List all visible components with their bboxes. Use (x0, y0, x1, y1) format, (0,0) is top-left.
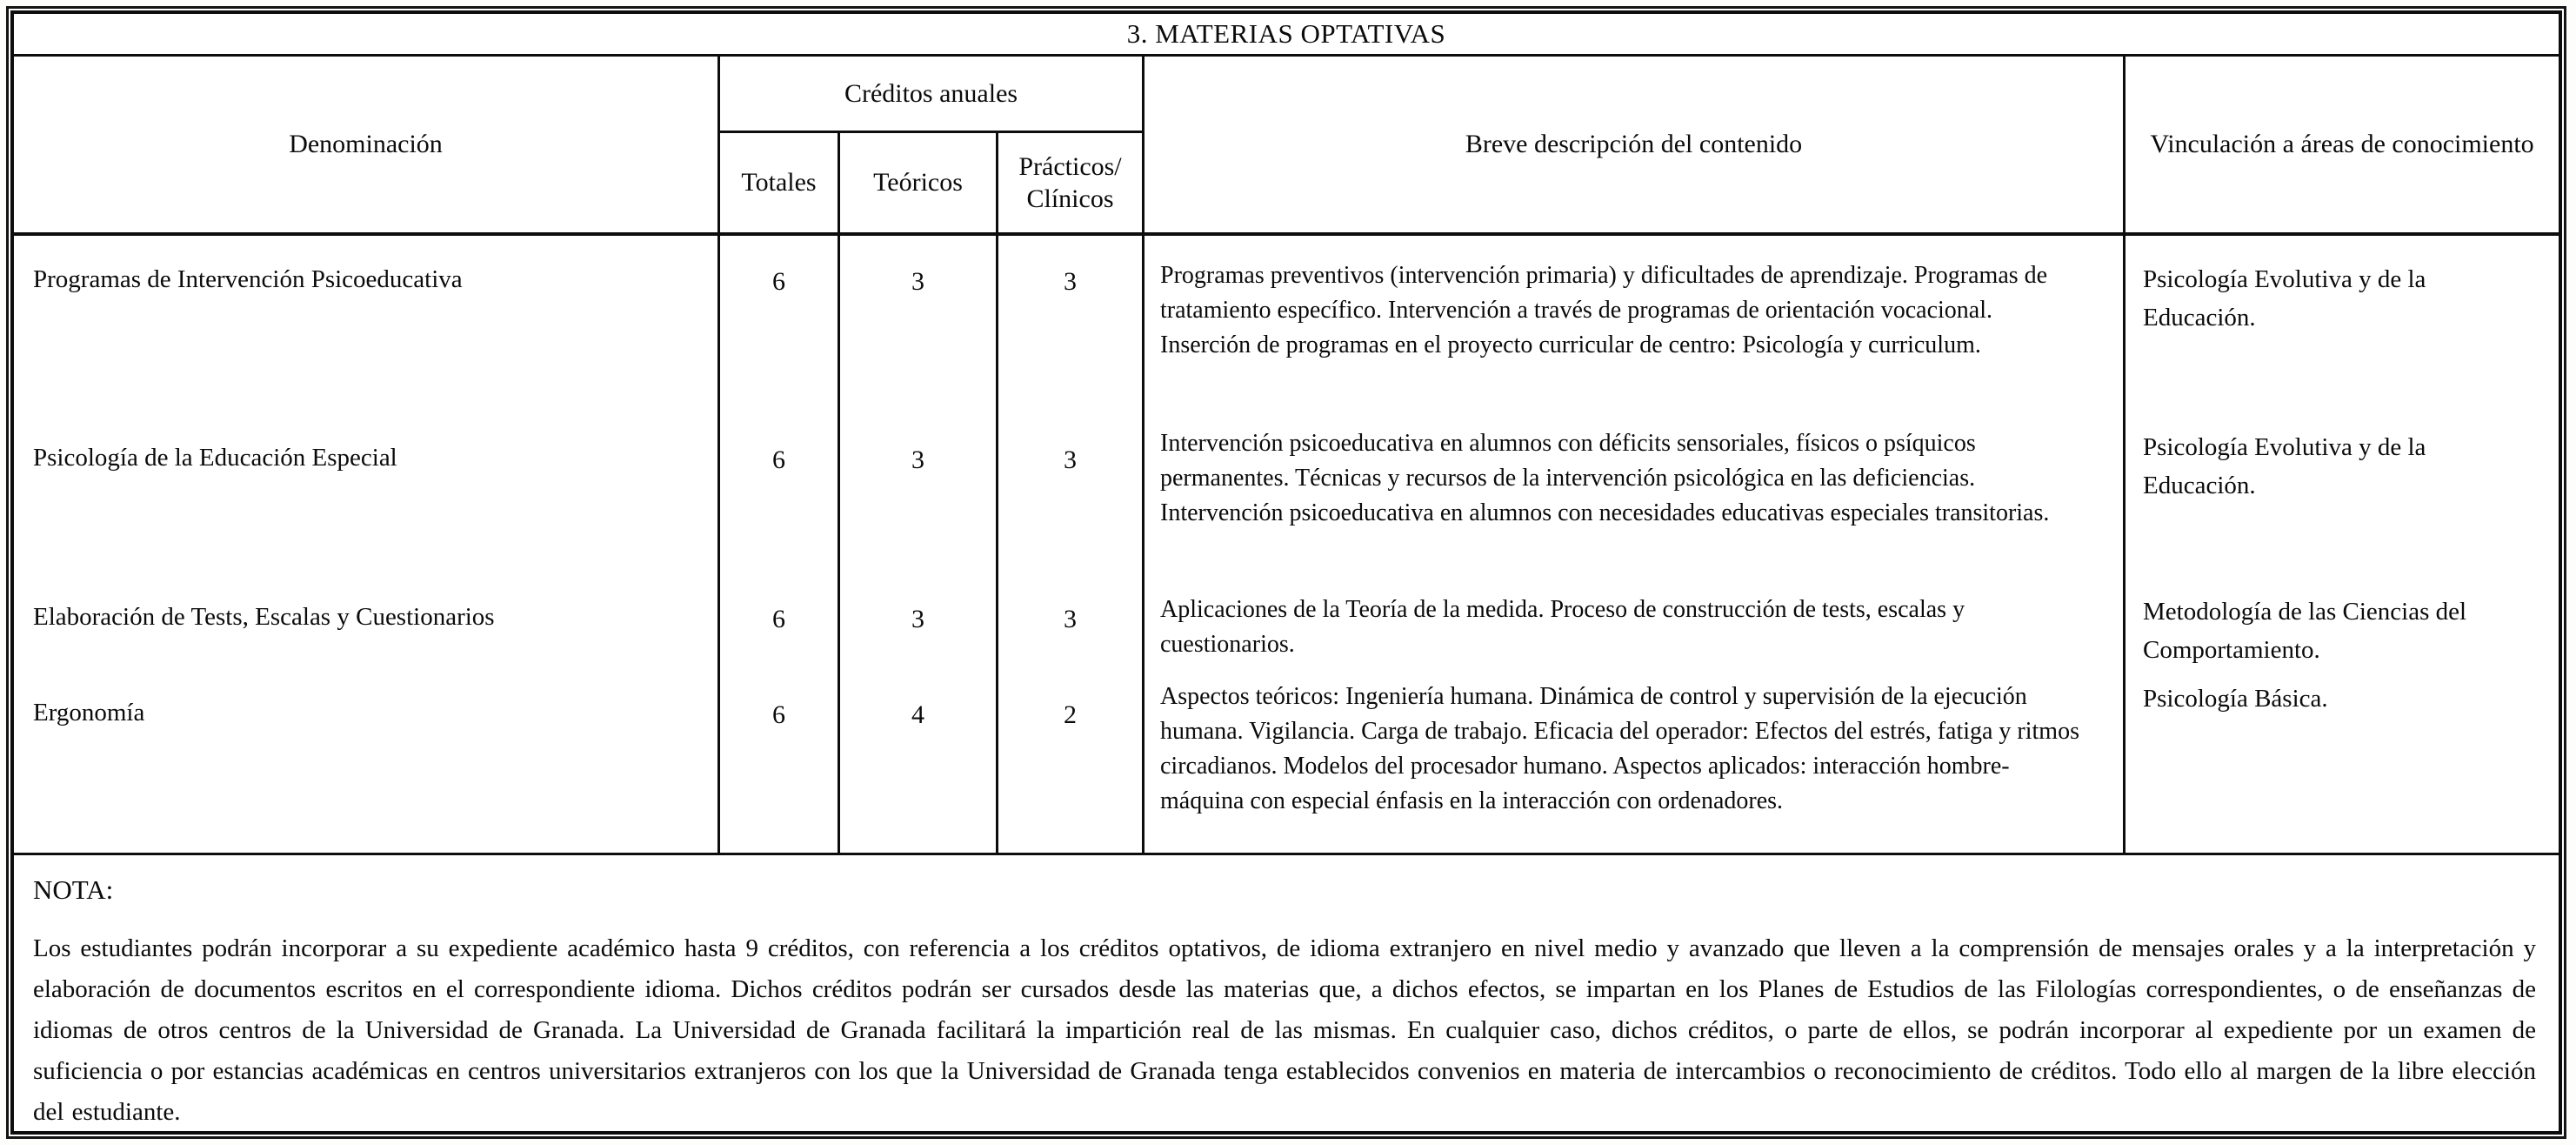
header-descripcion: Breve descripción del contenido (1145, 57, 2126, 232)
column-totales (720, 236, 840, 853)
nota-label: NOTA: (33, 874, 114, 905)
header-teoricos: Teóricos (840, 133, 998, 232)
column-teoricos (840, 236, 998, 853)
scanned-document-page (10, 10, 2562, 1135)
row-4-vinculacion: Psicología Básica. (2143, 685, 2328, 713)
row-1-vinculacion: Psicología Evolutiva y de la Educación. (2143, 265, 2426, 331)
row-3-teoricos: 3 (911, 605, 924, 633)
row-3-descripcion: Aplicaciones de la Teoría de la medida. Proceso de construcción de tests, escalas y cuestionarios. (1160, 596, 1965, 658)
row-2-teoricos: 3 (911, 445, 924, 474)
nota-text: Los estudiantes podrán incorporar a su expediente académico hasta 9 créditos, con referencia a los créditos optativos, de idioma extranjero en nivel medio y avanzado que lleven a la comprensión de mensajes orales y a la interpretación y elaboración de documentos escritos en el correspondiente idioma. Dichos créditos podrán ser cursados desde las materias que, a dichos efectos, se impartan en los Planes de Estudios de las Filologías correspondientes, o de enseñanzas de idiomas de otros centros de la Universidad de Granada. La Universidad de Granada facilitará la impartición real de las mismas. En cualquier caso, dichos créditos, o parte de ellos, se podrán incorporar al expediente por un examen de suficiencia o por estancias académicas en centros universitarios extranjeros con los que la Universidad de Granada tenga establecidos convenios en materia de intercambios o reconocimiento de créditos. Todo ello al margen de la libre elección del estudiante. (33, 934, 2536, 1126)
row-1-descripcion: Programas preventivos (intervención primaria) y dificultades de aprendizaje. Programas de tratamiento específico. Intervención a través de programas de orientación vocacional. Inserción de programas en el proyecto curricular de centro: Psicología y curriculum. (1160, 262, 2048, 358)
row-1-practicos: 3 (1064, 267, 1077, 296)
row-2-descripcion: Intervención psicoeducativa en alumnos con déficits sensoriales, físicos o psíquicos permanentes. Técnicas y recursos de la intervención psicológica en las deficiencias. Intervención psicoeducativa en alumnos con necesidades educativas especiales transitorias. (1160, 430, 2050, 526)
table-body (14, 236, 2559, 855)
row-2-denominacion: Psicología de la Educación Especial (33, 444, 397, 472)
row-4-totales: 6 (772, 700, 785, 729)
header-denominacion: Denominación (14, 57, 720, 232)
column-denominacion (14, 236, 720, 853)
row-1-totales: 6 (772, 267, 785, 296)
column-vinculacion (2126, 236, 2559, 853)
row-3-denominacion: Elaboración de Tests, Escalas y Cuestionarios (33, 603, 495, 631)
column-descripcion (1145, 236, 2126, 853)
table-header (14, 57, 2559, 236)
row-4-practicos: 2 (1064, 700, 1077, 729)
header-creditos-anuales-group (720, 57, 1145, 232)
header-creditos-subcolumns (720, 133, 1142, 232)
row-4-teoricos: 4 (911, 700, 924, 729)
header-creditos-anuales: Créditos anuales (720, 57, 1142, 133)
row-2-vinculacion: Psicología Evolutiva y de la Educación. (2143, 433, 2426, 499)
table-title: 3. MATERIAS OPTATIVAS (14, 14, 2559, 57)
row-4-descripcion: Aspectos teóricos: Ingeniería humana. Dinámica de control y supervisión de la ejecución humana. Vigilancia. Carga de trabajo. Eficacia del operador: Efectos del estrés, fatiga y ritmos circadianos. Modelos del procesador humano. Aspectos aplicados: interacción hombre-máquina con especial énfasis en la interacción con ordenadores. (1160, 683, 2079, 814)
header-totales: Totales (720, 133, 840, 232)
row-3-practicos: 3 (1064, 605, 1077, 633)
row-1-teoricos: 3 (911, 267, 924, 296)
header-vinculacion: Vinculación a áreas de conocimiento (2150, 130, 2534, 158)
row-2-totales: 6 (772, 445, 785, 474)
nota-section (14, 855, 2559, 1131)
row-1-denominacion: Programas de Intervención Psicoeducativa (14, 236, 717, 414)
row-4-denominacion: Ergonomía (33, 699, 145, 727)
row-3-totales: 6 (772, 605, 785, 633)
header-practicos-clinicos: Prácticos/ Clínicos (1018, 151, 1122, 213)
column-practicos-clinicos (998, 236, 1145, 853)
row-2-practicos: 3 (1064, 445, 1077, 474)
row-3-vinculacion: Metodología de las Ciencias del Comportamiento. (2143, 598, 2467, 664)
